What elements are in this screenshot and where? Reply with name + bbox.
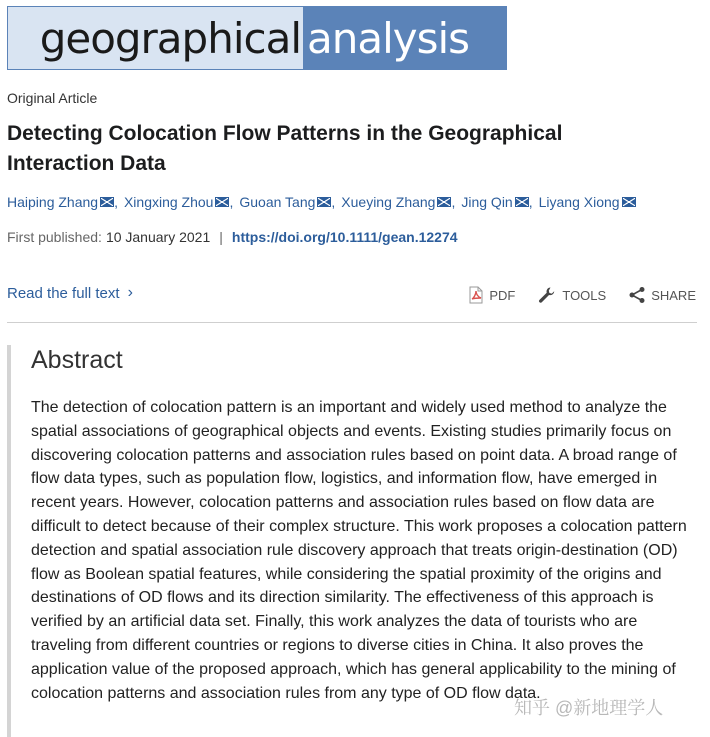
wrench-icon (537, 285, 557, 305)
pdf-label[interactable]: PDF (489, 287, 516, 303)
share-button[interactable] (628, 286, 696, 304)
pdf-button[interactable] (468, 286, 515, 304)
section-divider (7, 322, 697, 323)
published-label: First published: (7, 229, 102, 245)
publication-info (7, 229, 458, 245)
journal-banner[interactable] (7, 6, 507, 70)
article-title: Detecting Colocation Flow Patterns in the Geographical Interaction Data (7, 122, 563, 175)
author-name[interactable]: Jing Qin (461, 194, 513, 210)
email-icon[interactable] (317, 197, 331, 207)
author-separator: , (528, 194, 533, 210)
pdf-icon (468, 286, 484, 304)
author-name[interactable]: Guoan Tang (239, 194, 316, 210)
banner-left-panel (8, 7, 303, 69)
author-link[interactable] (239, 194, 331, 210)
abstract-text: The detection of colocation pattern is an important and widely used method to analyze the spatial associations of geographical objects and events. Existing studies primarily focus on discovering colocation patterns and association rules based on point data. A broad range of flow data types, such as population flow, logistics, and information flow, have emerged in recent years. However, colocation patterns and association rules based on flow data are difficult to detect because of their complex structure. This work proposes a colocation pattern detection and spatial association rule discovery approach that treats origin-destination (OD) flow as Boolean spatial features, while considering the spatial proximity of the origins and destinations of OD flows and its direction similarity. The effectiveness of this approach is verified by an artificial data set. Finally, this work analyzes the data of tourists who are traveling from different countries or regions to diverse cities in China. It also proves the application value of the proposed approach, which has general applicability to the mining of colocation patterns and association rules from any type of OD flow data. (31, 399, 687, 702)
journal-logo-left: geographical (39, 13, 301, 63)
share-label[interactable]: SHARE (651, 287, 696, 303)
email-icon[interactable] (100, 197, 114, 207)
author-separator: , (451, 194, 456, 210)
email-icon[interactable] (622, 197, 636, 207)
author-separator: , (114, 194, 118, 210)
author-link[interactable] (7, 194, 114, 210)
published-date: 10 January 2021 (105, 229, 211, 245)
author-link[interactable] (539, 194, 636, 210)
chevron-right-icon: › (127, 284, 133, 301)
email-icon[interactable] (515, 197, 529, 207)
abstract-heading: Abstract (31, 346, 123, 374)
tools-label[interactable]: TOOLS (562, 287, 607, 303)
read-full-text-link[interactable] (7, 284, 133, 302)
author-link[interactable] (341, 194, 451, 210)
tools-button[interactable] (537, 285, 606, 305)
article-tools-bar (446, 285, 696, 305)
author-name[interactable]: Xingxing Zhou (123, 194, 214, 210)
author-separator: , (229, 194, 234, 210)
share-icon (628, 286, 646, 304)
abstract-side-rule (7, 345, 11, 737)
author-name[interactable]: Haiping Zhang (7, 194, 99, 210)
author-separator: , (331, 194, 336, 210)
doi-link[interactable]: https://doi.org/10.1111/gean.12274 (231, 229, 458, 245)
info-separator: | (219, 229, 223, 245)
journal-logo-right: analysis (307, 13, 470, 63)
author-link[interactable] (124, 194, 230, 210)
email-icon[interactable] (215, 197, 229, 207)
author-list (7, 194, 636, 210)
email-icon[interactable] (437, 197, 451, 207)
author-name[interactable]: Liyang Xiong (538, 194, 620, 210)
watermark: 知乎 @新地理学人 (514, 698, 664, 718)
author-name[interactable]: Xueying Zhang (341, 194, 436, 210)
article-type: Original Article (7, 90, 98, 106)
author-link[interactable] (461, 194, 528, 210)
banner-right-panel (303, 7, 506, 69)
read-full-text-label[interactable]: Read the full text (7, 284, 120, 302)
